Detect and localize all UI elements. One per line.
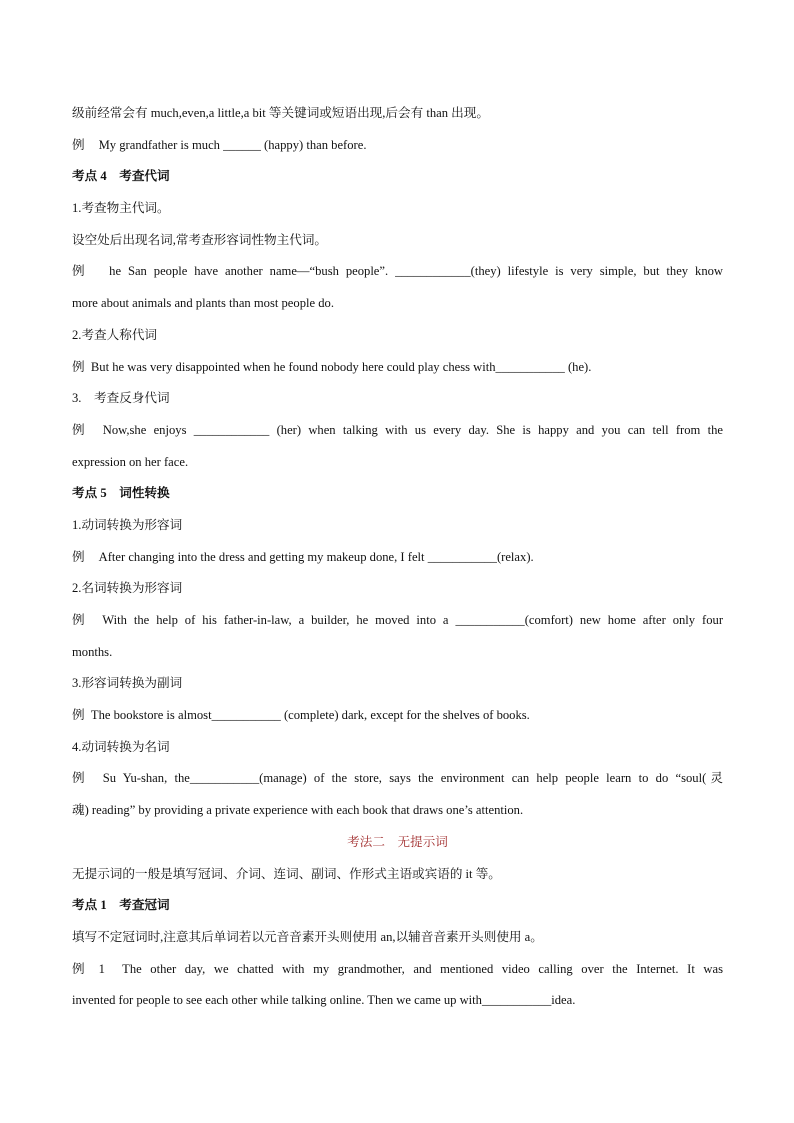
section-heading: 考点 4 考查代词: [72, 169, 170, 184]
example-label: 例: [72, 422, 89, 437]
subheading: 4.动词转换为名词: [72, 739, 170, 754]
section-heading: 考点 5 词性转换: [72, 486, 170, 501]
example-text: Now,she enjoys ____________ (her) when talking with us every day. She is happy and you can tell from the: [102, 422, 723, 437]
text-line: 级前经常会有 much,even,a little,a bit 等关键词或短语出现,后会有 than 出现。: [72, 106, 489, 120]
example-text: Su Yu-shan, the___________(manage) of the store, says the environment can help people learn to do “soul(灵: [102, 771, 723, 786]
subheading: 1.动词转换为形容词: [72, 517, 183, 532]
example-label: 例: [72, 549, 85, 564]
text-line: expression on her face.: [72, 454, 189, 469]
text-line: more about animals and plants than most people do.: [72, 296, 334, 311]
example-label: 例: [72, 137, 85, 152]
example-line: [72, 352, 723, 384]
example-text: The other day, we chatted with my grandmother, and mentioned video calling over the Internet. It was: [122, 961, 724, 976]
subheading: 2.考查人称代词: [72, 327, 158, 342]
text-line: 填写不定冠词时,注意其后单词若以元音音素开头则使用 an,以辅音音素开头则使用 a。: [72, 929, 543, 944]
example-label: 例 1: [72, 961, 105, 976]
subheading: 3.形容词转换为副词: [72, 676, 183, 691]
subheading: 3. 考查反身代词: [72, 391, 170, 406]
text-line: months.: [72, 644, 113, 659]
example-line: [72, 605, 723, 637]
example-line: [72, 415, 723, 447]
example-line: [72, 700, 723, 732]
subheading: 1.考查物主代词。: [72, 201, 170, 216]
text-line: 设空处后出现名词,常考查形容词性物主代词。: [72, 232, 328, 247]
example-text: With the help of his father-in-law, a builder, he moved into a ___________(comfort) new home after only four: [102, 613, 724, 627]
example-label: 例: [72, 771, 89, 786]
example-label: 例: [72, 708, 85, 723]
method-heading: 考法二 无提示词: [347, 834, 448, 849]
example-label: 例: [72, 359, 85, 374]
example-line: [72, 954, 723, 986]
example-label: 例: [72, 264, 89, 279]
document-body: [72, 98, 723, 1017]
text-line: invented for people to see each other while talking online. Then we came up with___________idea.: [72, 993, 576, 1008]
example-text: he San people have another name—“bush people”. ____________(they) lifestyle is very simple, but they know: [109, 264, 724, 279]
example-text: But he was very disappointed when he found nobody here could play chess with___________ (he).: [90, 359, 592, 374]
text-line: 无提示词的一般是填写冠词、介词、连词、副词、作形式主语或宾语的 it 等。: [72, 866, 501, 881]
example-text: The bookstore is almost___________ (complete) dark, except for the shelves of books.: [90, 708, 530, 723]
subheading: 2.名词转换为形容词: [72, 581, 183, 596]
text-line: 魂) reading” by providing a private experience with each book that draws one’s attention.: [72, 803, 524, 818]
example-line: [72, 130, 723, 162]
example-line: [72, 763, 723, 795]
example-line: [72, 542, 723, 574]
example-text: After changing into the dress and getting my makeup done, I felt ___________(relax).: [98, 549, 534, 564]
section-heading: 考点 1 考查冠词: [72, 898, 170, 913]
example-line: [72, 256, 723, 288]
example-text: My grandfather is much ______ (happy) than before.: [98, 137, 367, 152]
example-label: 例: [72, 613, 89, 627]
